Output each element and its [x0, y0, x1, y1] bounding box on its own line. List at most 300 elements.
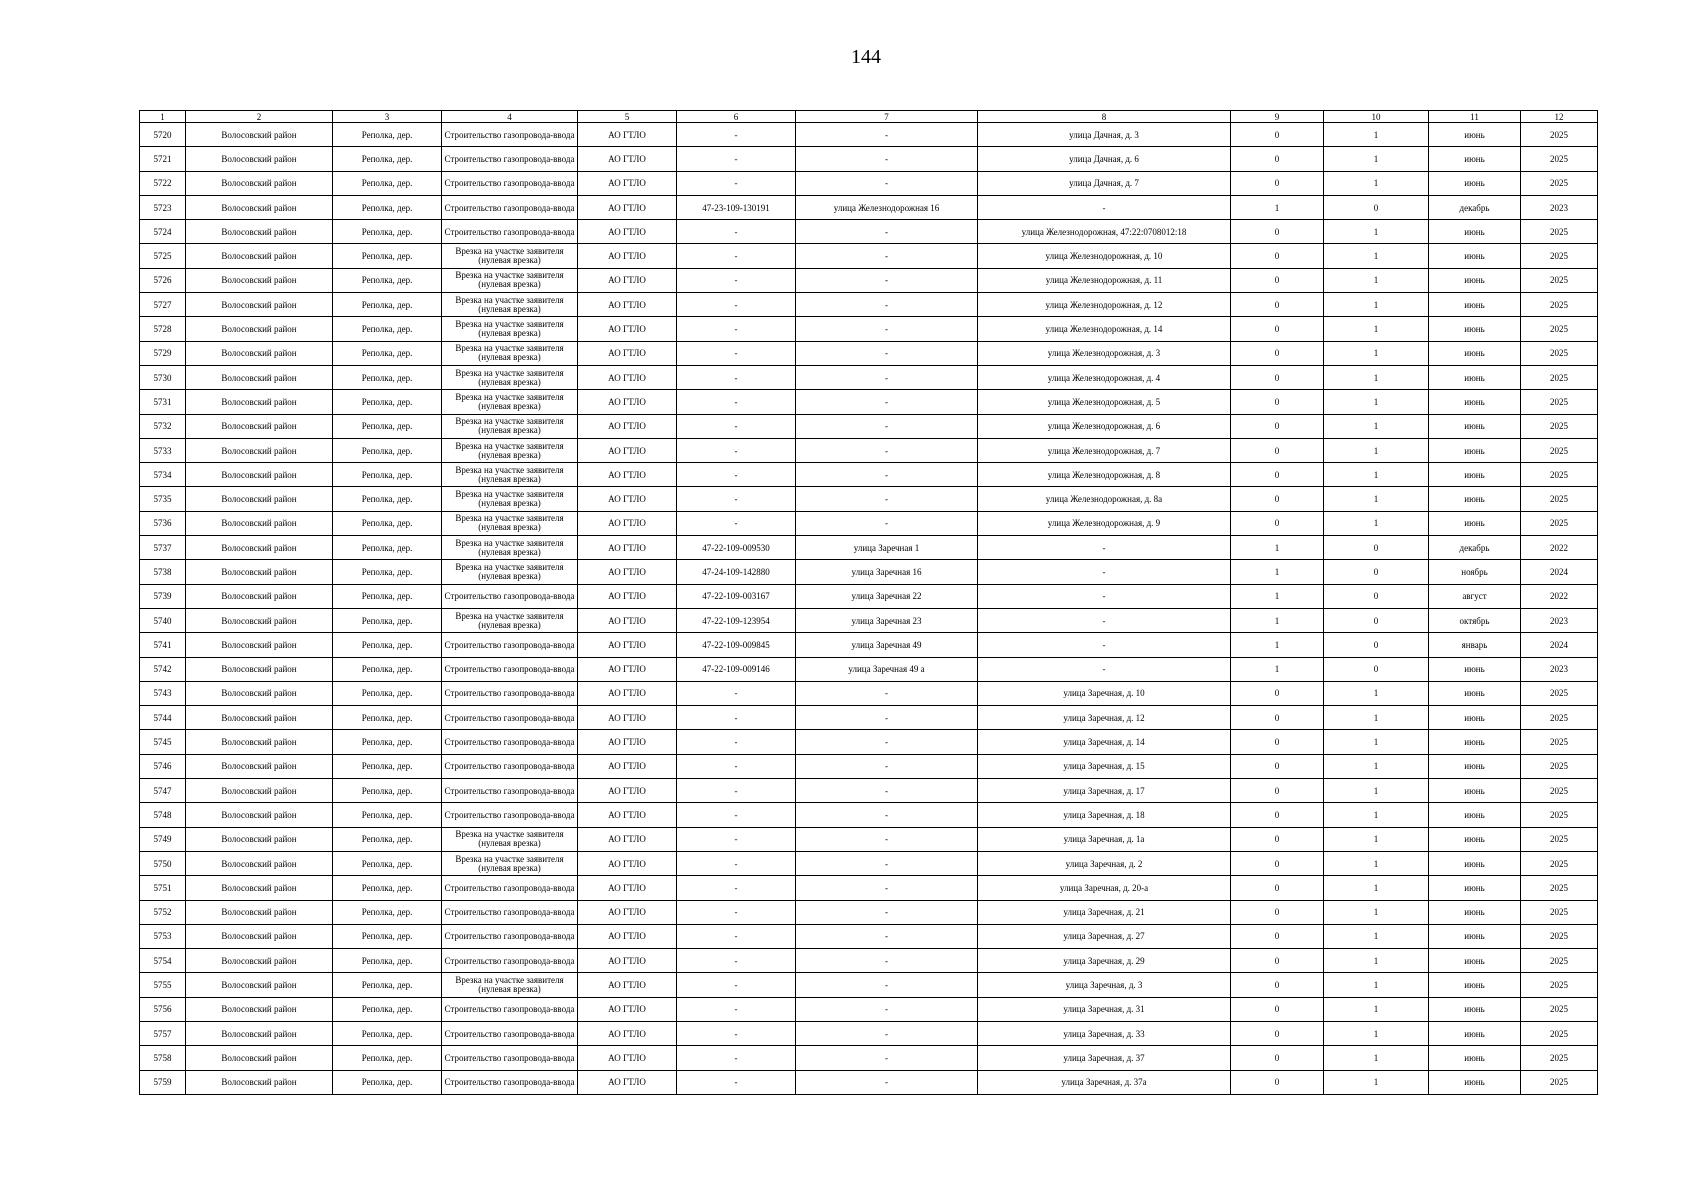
month-cell: июнь	[1429, 1046, 1521, 1070]
settlement-cell: Реполка, дер.	[333, 657, 442, 681]
organization-cell: АО ГТЛО	[578, 949, 677, 973]
contract-number-cell: -	[677, 803, 796, 827]
settlement-cell: Реполка, дер.	[333, 390, 442, 414]
contract-number-cell: -	[677, 997, 796, 1021]
contract-number-cell: -	[677, 1070, 796, 1094]
row-number-cell: 5724	[140, 220, 186, 244]
object-address-cell: улица Железнодорожная, д. 8	[978, 463, 1231, 487]
district-cell: Волосовский район	[186, 438, 333, 462]
district-cell: Волосовский район	[186, 1070, 333, 1094]
table-row	[140, 341, 1598, 365]
row-number-cell: 5729	[140, 341, 186, 365]
object-address-cell: улица Заречная, д. 3	[978, 973, 1231, 997]
col10-value-cell: 1	[1324, 1021, 1429, 1045]
work-type-cell: Врезка на участке заявителя (нулевая врезка)	[442, 341, 578, 365]
settlement-cell: Реполка, дер.	[333, 293, 442, 317]
contract-address-cell: улица Железнодорожная 16	[796, 195, 978, 219]
object-address-cell: улица Заречная, д. 31	[978, 997, 1231, 1021]
table-row	[140, 633, 1598, 657]
organization-cell: АО ГТЛО	[578, 1070, 677, 1094]
month-cell: июнь	[1429, 293, 1521, 317]
work-type-cell: Строительство газопровода-ввода	[442, 195, 578, 219]
year-cell: 2024	[1521, 633, 1598, 657]
month-cell: январь	[1429, 633, 1521, 657]
work-type-cell: Строительство газопровода-ввода	[442, 1070, 578, 1094]
work-type-cell: Строительство газопровода-ввода	[442, 171, 578, 195]
year-cell: 2025	[1521, 244, 1598, 268]
col10-value-cell: 1	[1324, 1070, 1429, 1094]
settlement-cell: Реполка, дер.	[333, 1021, 442, 1045]
table-row	[140, 779, 1598, 803]
contract-address-cell: -	[796, 268, 978, 292]
object-address-cell: улица Железнодорожная, д. 14	[978, 317, 1231, 341]
object-address-cell: улица Заречная, д. 37	[978, 1046, 1231, 1070]
organization-cell: АО ГТЛО	[578, 195, 677, 219]
col10-value-cell: 0	[1324, 657, 1429, 681]
organization-cell: АО ГТЛО	[578, 487, 677, 511]
work-type-cell: Строительство газопровода-ввода	[442, 1046, 578, 1070]
settlement-cell: Реполка, дер.	[333, 195, 442, 219]
year-cell: 2025	[1521, 220, 1598, 244]
column-header: 7	[796, 111, 978, 123]
year-cell: 2025	[1521, 1070, 1598, 1094]
row-number-cell: 5745	[140, 730, 186, 754]
row-number-cell: 5744	[140, 706, 186, 730]
column-header: 12	[1521, 111, 1598, 123]
work-type-cell: Строительство газопровода-ввода	[442, 997, 578, 1021]
row-number-cell: 5753	[140, 924, 186, 948]
district-cell: Волосовский район	[186, 147, 333, 171]
col10-value-cell: 1	[1324, 511, 1429, 535]
contract-address-cell: -	[796, 123, 978, 147]
work-type-cell: Строительство газопровода-ввода	[442, 900, 578, 924]
contract-address-cell: улица Заречная 22	[796, 584, 978, 608]
contract-address-cell: -	[796, 171, 978, 195]
col10-value-cell: 1	[1324, 1046, 1429, 1070]
settlement-cell: Реполка, дер.	[333, 220, 442, 244]
row-number-cell: 5740	[140, 608, 186, 632]
year-cell: 2025	[1521, 924, 1598, 948]
district-cell: Волосовский район	[186, 779, 333, 803]
col9-value-cell: 0	[1231, 147, 1324, 171]
settlement-cell: Реполка, дер.	[333, 1070, 442, 1094]
month-cell: декабрь	[1429, 536, 1521, 560]
object-address-cell: улица Заречная, д. 14	[978, 730, 1231, 754]
month-cell: июнь	[1429, 997, 1521, 1021]
settlement-cell: Реполка, дер.	[333, 584, 442, 608]
table-row	[140, 730, 1598, 754]
object-address-cell: улица Заречная, д. 15	[978, 754, 1231, 778]
contract-address-cell: -	[796, 949, 978, 973]
district-cell: Волосовский район	[186, 949, 333, 973]
object-address-cell: улица Железнодорожная, д. 7	[978, 438, 1231, 462]
settlement-cell: Реполка, дер.	[333, 730, 442, 754]
work-type-cell: Врезка на участке заявителя (нулевая врезка)	[442, 438, 578, 462]
row-number-cell: 5732	[140, 414, 186, 438]
month-cell: июнь	[1429, 900, 1521, 924]
organization-cell: АО ГТЛО	[578, 341, 677, 365]
year-cell: 2025	[1521, 293, 1598, 317]
district-cell: Волосовский район	[186, 973, 333, 997]
object-address-cell: улица Железнодорожная, д. 11	[978, 268, 1231, 292]
col10-value-cell: 1	[1324, 827, 1429, 851]
row-number-cell: 5748	[140, 803, 186, 827]
contract-number-cell: -	[677, 706, 796, 730]
column-header: 10	[1324, 111, 1429, 123]
month-cell: июнь	[1429, 657, 1521, 681]
month-cell: июнь	[1429, 123, 1521, 147]
contract-number-cell: -	[677, 487, 796, 511]
year-cell: 2025	[1521, 463, 1598, 487]
table-row	[140, 560, 1598, 584]
contract-number-cell: 47-22-109-123954	[677, 608, 796, 632]
organization-cell: АО ГТЛО	[578, 803, 677, 827]
contract-number-cell: -	[677, 220, 796, 244]
row-number-cell: 5725	[140, 244, 186, 268]
organization-cell: АО ГТЛО	[578, 997, 677, 1021]
col9-value-cell: 0	[1231, 171, 1324, 195]
month-cell: июнь	[1429, 171, 1521, 195]
settlement-cell: Реполка, дер.	[333, 876, 442, 900]
work-type-cell: Строительство газопровода-ввода	[442, 584, 578, 608]
organization-cell: АО ГТЛО	[578, 924, 677, 948]
settlement-cell: Реполка, дер.	[333, 317, 442, 341]
object-address-cell: улица Заречная, д. 27	[978, 924, 1231, 948]
row-number-cell: 5743	[140, 681, 186, 705]
column-header: 4	[442, 111, 578, 123]
table-row	[140, 123, 1598, 147]
contract-number-cell: -	[677, 1021, 796, 1045]
row-number-cell: 5759	[140, 1070, 186, 1094]
contract-address-cell: -	[796, 681, 978, 705]
contract-address-cell: -	[796, 924, 978, 948]
object-address-cell: улица Заречная, д. 1а	[978, 827, 1231, 851]
month-cell: июнь	[1429, 463, 1521, 487]
object-address-cell: улица Железнодорожная, д. 12	[978, 293, 1231, 317]
year-cell: 2025	[1521, 706, 1598, 730]
contract-number-cell: -	[677, 171, 796, 195]
row-number-cell: 5731	[140, 390, 186, 414]
row-number-cell: 5726	[140, 268, 186, 292]
column-header: 3	[333, 111, 442, 123]
district-cell: Волосовский район	[186, 123, 333, 147]
contract-address-cell: -	[796, 317, 978, 341]
contract-number-cell: -	[677, 268, 796, 292]
organization-cell: АО ГТЛО	[578, 244, 677, 268]
settlement-cell: Реполка, дер.	[333, 851, 442, 875]
contract-number-cell: -	[677, 900, 796, 924]
contract-address-cell: -	[796, 487, 978, 511]
district-cell: Волосовский район	[186, 827, 333, 851]
month-cell: июнь	[1429, 779, 1521, 803]
work-type-cell: Врезка на участке заявителя (нулевая врезка)	[442, 560, 578, 584]
district-cell: Волосовский район	[186, 511, 333, 535]
district-cell: Волосовский район	[186, 487, 333, 511]
col10-value-cell: 1	[1324, 463, 1429, 487]
year-cell: 2025	[1521, 123, 1598, 147]
object-address-cell: улица Заречная, д. 21	[978, 900, 1231, 924]
col10-value-cell: 1	[1324, 754, 1429, 778]
object-address-cell: улица Дачная, д. 7	[978, 171, 1231, 195]
contract-address-cell: улица Заречная 1	[796, 536, 978, 560]
contract-number-cell: 47-23-109-130191	[677, 195, 796, 219]
organization-cell: АО ГТЛО	[578, 293, 677, 317]
table-row	[140, 1021, 1598, 1045]
object-address-cell: улица Дачная, д. 3	[978, 123, 1231, 147]
work-type-cell: Врезка на участке заявителя (нулевая врезка)	[442, 851, 578, 875]
table-row	[140, 511, 1598, 535]
contract-number-cell: -	[677, 949, 796, 973]
settlement-cell: Реполка, дер.	[333, 123, 442, 147]
col9-value-cell: 1	[1231, 536, 1324, 560]
table-row	[140, 876, 1598, 900]
work-type-cell: Врезка на участке заявителя (нулевая врезка)	[442, 608, 578, 632]
district-cell: Волосовский район	[186, 730, 333, 754]
work-type-cell: Врезка на участке заявителя (нулевая врезка)	[442, 487, 578, 511]
year-cell: 2025	[1521, 317, 1598, 341]
month-cell: июнь	[1429, 924, 1521, 948]
district-cell: Волосовский район	[186, 244, 333, 268]
column-header: 2	[186, 111, 333, 123]
table-row	[140, 414, 1598, 438]
contract-number-cell: 47-22-109-009845	[677, 633, 796, 657]
table-row	[140, 487, 1598, 511]
col9-value-cell: 1	[1231, 195, 1324, 219]
row-number-cell: 5749	[140, 827, 186, 851]
contract-number-cell: -	[677, 293, 796, 317]
contract-number-cell: -	[677, 244, 796, 268]
contract-address-cell: -	[796, 876, 978, 900]
col10-value-cell: 1	[1324, 414, 1429, 438]
object-address-cell: улица Железнодорожная, д. 10	[978, 244, 1231, 268]
settlement-cell: Реполка, дер.	[333, 803, 442, 827]
row-number-cell: 5733	[140, 438, 186, 462]
contract-number-cell: -	[677, 876, 796, 900]
settlement-cell: Реполка, дер.	[333, 463, 442, 487]
col9-value-cell: 0	[1231, 1070, 1324, 1094]
district-cell: Волосовский район	[186, 317, 333, 341]
work-type-cell: Врезка на участке заявителя (нулевая врезка)	[442, 244, 578, 268]
object-address-cell: улица Заречная, д. 10	[978, 681, 1231, 705]
year-cell: 2025	[1521, 949, 1598, 973]
col9-value-cell: 0	[1231, 1021, 1324, 1045]
month-cell: июнь	[1429, 317, 1521, 341]
col10-value-cell: 1	[1324, 123, 1429, 147]
settlement-cell: Реполка, дер.	[333, 900, 442, 924]
col10-value-cell: 1	[1324, 293, 1429, 317]
object-address-cell: улица Заречная, д. 20-а	[978, 876, 1231, 900]
contract-number-cell: 47-22-109-009530	[677, 536, 796, 560]
contract-number-cell: -	[677, 1046, 796, 1070]
settlement-cell: Реполка, дер.	[333, 560, 442, 584]
settlement-cell: Реполка, дер.	[333, 633, 442, 657]
month-cell: декабрь	[1429, 195, 1521, 219]
col9-value-cell: 0	[1231, 949, 1324, 973]
contract-number-cell: -	[677, 463, 796, 487]
work-type-cell: Строительство газопровода-ввода	[442, 1021, 578, 1045]
col9-value-cell: 0	[1231, 973, 1324, 997]
contract-number-cell: -	[677, 365, 796, 389]
col9-value-cell: 0	[1231, 220, 1324, 244]
col9-value-cell: 0	[1231, 511, 1324, 535]
table-body	[140, 123, 1598, 1095]
row-number-cell: 5739	[140, 584, 186, 608]
contract-address-cell: -	[796, 779, 978, 803]
organization-cell: АО ГТЛО	[578, 123, 677, 147]
table-row	[140, 317, 1598, 341]
table-row	[140, 584, 1598, 608]
table-row	[140, 268, 1598, 292]
organization-cell: АО ГТЛО	[578, 511, 677, 535]
row-number-cell: 5751	[140, 876, 186, 900]
contract-address-cell: улица Заречная 16	[796, 560, 978, 584]
organization-cell: АО ГТЛО	[578, 900, 677, 924]
col9-value-cell: 0	[1231, 851, 1324, 875]
col10-value-cell: 0	[1324, 560, 1429, 584]
year-cell: 2025	[1521, 851, 1598, 875]
district-cell: Волосовский район	[186, 1021, 333, 1045]
contract-address-cell: -	[796, 973, 978, 997]
object-address-cell: улица Заречная, д. 17	[978, 779, 1231, 803]
organization-cell: АО ГТЛО	[578, 438, 677, 462]
row-number-cell: 5756	[140, 997, 186, 1021]
column-header: 9	[1231, 111, 1324, 123]
year-cell: 2025	[1521, 900, 1598, 924]
settlement-cell: Реполка, дер.	[333, 997, 442, 1021]
work-type-cell: Врезка на участке заявителя (нулевая врезка)	[442, 293, 578, 317]
table-row	[140, 1046, 1598, 1070]
settlement-cell: Реполка, дер.	[333, 268, 442, 292]
object-address-cell: улица Железнодорожная, д. 4	[978, 365, 1231, 389]
contract-address-cell: -	[796, 341, 978, 365]
year-cell: 2022	[1521, 536, 1598, 560]
district-cell: Волосовский район	[186, 584, 333, 608]
col9-value-cell: 0	[1231, 754, 1324, 778]
col10-value-cell: 1	[1324, 730, 1429, 754]
object-address-cell: улица Железнодорожная, д. 3	[978, 341, 1231, 365]
col9-value-cell: 0	[1231, 390, 1324, 414]
col10-value-cell: 1	[1324, 681, 1429, 705]
col9-value-cell: 0	[1231, 123, 1324, 147]
contract-number-cell: 47-22-109-003167	[677, 584, 796, 608]
row-number-cell: 5747	[140, 779, 186, 803]
settlement-cell: Реполка, дер.	[333, 754, 442, 778]
col9-value-cell: 0	[1231, 730, 1324, 754]
district-cell: Волосовский район	[186, 293, 333, 317]
organization-cell: АО ГТЛО	[578, 171, 677, 195]
col9-value-cell: 0	[1231, 293, 1324, 317]
organization-cell: АО ГТЛО	[578, 657, 677, 681]
col9-value-cell: 0	[1231, 341, 1324, 365]
organization-cell: АО ГТЛО	[578, 827, 677, 851]
col9-value-cell: 0	[1231, 876, 1324, 900]
table-row	[140, 147, 1598, 171]
table-row	[140, 608, 1598, 632]
organization-cell: АО ГТЛО	[578, 536, 677, 560]
settlement-cell: Реполка, дер.	[333, 949, 442, 973]
col10-value-cell: 1	[1324, 390, 1429, 414]
col10-value-cell: 1	[1324, 365, 1429, 389]
page-number: 144	[851, 46, 881, 68]
contract-address-cell: -	[796, 511, 978, 535]
settlement-cell: Реполка, дер.	[333, 681, 442, 705]
year-cell: 2025	[1521, 487, 1598, 511]
table-row	[140, 924, 1598, 948]
contract-address-cell: -	[796, 1070, 978, 1094]
organization-cell: АО ГТЛО	[578, 706, 677, 730]
object-address-cell: -	[978, 536, 1231, 560]
contract-address-cell: улица Заречная 23	[796, 608, 978, 632]
district-cell: Волосовский район	[186, 803, 333, 827]
district-cell: Волосовский район	[186, 560, 333, 584]
organization-cell: АО ГТЛО	[578, 414, 677, 438]
contract-address-cell: -	[796, 803, 978, 827]
contract-number-cell: 47-24-109-142880	[677, 560, 796, 584]
register-table	[139, 110, 1598, 1095]
col10-value-cell: 1	[1324, 244, 1429, 268]
year-cell: 2025	[1521, 511, 1598, 535]
month-cell: июнь	[1429, 754, 1521, 778]
table-row	[140, 220, 1598, 244]
object-address-cell: -	[978, 608, 1231, 632]
col10-value-cell: 1	[1324, 171, 1429, 195]
district-cell: Волосовский район	[186, 195, 333, 219]
object-address-cell: улица Дачная, д. 6	[978, 147, 1231, 171]
table-row	[140, 900, 1598, 924]
month-cell: июнь	[1429, 511, 1521, 535]
col9-value-cell: 0	[1231, 900, 1324, 924]
year-cell: 2022	[1521, 584, 1598, 608]
district-cell: Волосовский район	[186, 608, 333, 632]
settlement-cell: Реполка, дер.	[333, 1046, 442, 1070]
table-row	[140, 1070, 1598, 1094]
table-row	[140, 706, 1598, 730]
work-type-cell: Врезка на участке заявителя (нулевая врезка)	[442, 511, 578, 535]
contract-number-cell: -	[677, 511, 796, 535]
row-number-cell: 5734	[140, 463, 186, 487]
settlement-cell: Реполка, дер.	[333, 924, 442, 948]
month-cell: август	[1429, 584, 1521, 608]
settlement-cell: Реполка, дер.	[333, 147, 442, 171]
contract-address-cell: -	[796, 463, 978, 487]
row-number-cell: 5721	[140, 147, 186, 171]
contract-number-cell: 47-22-109-009146	[677, 657, 796, 681]
organization-cell: АО ГТЛО	[578, 317, 677, 341]
column-header: 11	[1429, 111, 1521, 123]
settlement-cell: Реполка, дер.	[333, 438, 442, 462]
district-cell: Волосовский район	[186, 657, 333, 681]
table-row	[140, 754, 1598, 778]
table-row	[140, 949, 1598, 973]
work-type-cell: Строительство газопровода-ввода	[442, 657, 578, 681]
row-number-cell: 5727	[140, 293, 186, 317]
year-cell: 2025	[1521, 365, 1598, 389]
object-address-cell: улица Железнодорожная, д. 6	[978, 414, 1231, 438]
col9-value-cell: 0	[1231, 1046, 1324, 1070]
row-number-cell: 5754	[140, 949, 186, 973]
district-cell: Волосовский район	[186, 414, 333, 438]
year-cell: 2025	[1521, 827, 1598, 851]
object-address-cell: улица Железнодорожная, д. 5	[978, 390, 1231, 414]
object-address-cell: улица Заречная, д. 12	[978, 706, 1231, 730]
contract-address-cell: -	[796, 754, 978, 778]
settlement-cell: Реполка, дер.	[333, 827, 442, 851]
row-number-cell: 5736	[140, 511, 186, 535]
district-cell: Волосовский район	[186, 706, 333, 730]
col9-value-cell: 0	[1231, 365, 1324, 389]
contract-number-cell: -	[677, 924, 796, 948]
work-type-cell: Строительство газопровода-ввода	[442, 730, 578, 754]
